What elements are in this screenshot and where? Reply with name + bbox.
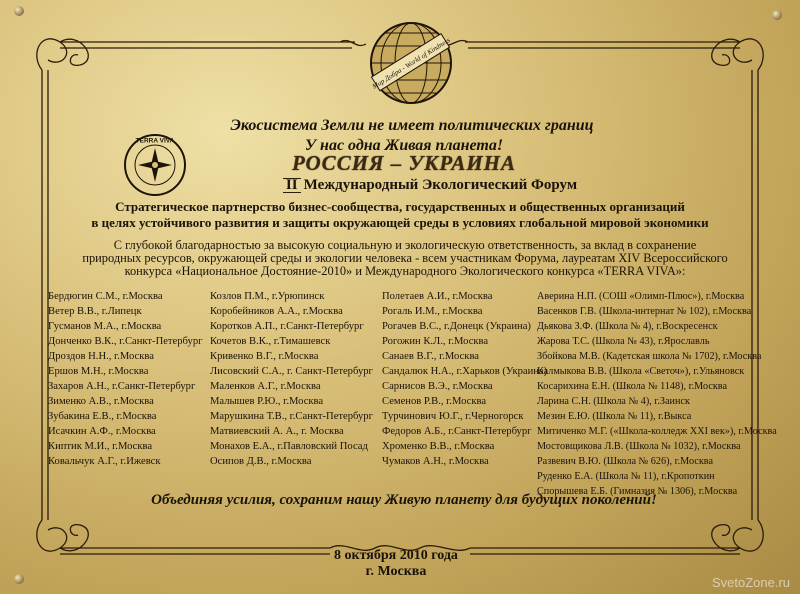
footer-motto: Объединяя усилия, сохраним нашу Живую планету для будущих поколений!	[151, 492, 657, 508]
gratitude-line: природных ресурсов, окружающей среды и экологии человека - всем участникам Форума, лауреатам XIV Всероссийского	[82, 251, 728, 265]
name-entry: Коротков А.П., г.Санкт-Петербург	[210, 321, 364, 332]
name-entry: Спорышева Е.Б. (Гимназия № 1306), г.Москва	[537, 486, 738, 497]
name-entry: Сарнисов В.Э., г.Москва	[382, 381, 493, 392]
name-entry: Полетаев А.И., г.Москва	[382, 291, 493, 302]
name-entry: Киптик М.И., г.Москва	[48, 441, 153, 452]
heading-russia-ukraine: РОССИЯ – УКРАИНА	[291, 151, 517, 175]
names-column-1	[48, 289, 202, 469]
name-entry: Рогожин К.Л., г.Москва	[382, 336, 489, 347]
date: 8 октября 2010 года	[334, 548, 458, 563]
name-entry: Маленков А.Г., г.Москва	[210, 381, 321, 392]
forum-title	[0, 177, 800, 194]
name-entry: Дьякова З.Ф. (Школа № 4), г.Воскресенск	[537, 321, 718, 332]
name-entry: Митиченко М.Г. («Школа-колледж XXI век»), г.Москва	[537, 426, 777, 437]
name-entry: Кривенко В.Г., г.Москва	[210, 351, 319, 362]
gratitude-text	[5, 239, 800, 278]
name-entry: Жарова Т.С. (Школа № 43), г.Ярославль	[537, 336, 710, 347]
watermark: SvetoZone.ru	[711, 575, 790, 590]
gratitude-line: конкурса «Национальное Достояние-2010» и Международного Экологического конкурса «TERRA VIVA»:	[124, 264, 686, 278]
name-entry: Рогаль И.М., г.Москва	[382, 306, 483, 317]
name-entry: Аверина Н.П. (СОШ «Олимп-Плюс»), г.Москва	[537, 291, 745, 302]
name-entry: Васенков Г.В. (Школа-интернат № 102), г.Москва	[537, 306, 752, 317]
name-entry: Ветер В.В., г.Липецк	[48, 306, 142, 317]
name-entry: Федоров А.Б., г.Санкт-Петербург	[382, 426, 532, 437]
globe-label: Мир Добра - World of Kindness	[370, 36, 452, 91]
name-entry: Санаев В.Г., г.Москва	[382, 351, 480, 362]
name-entry: Сандалюк Н.А., г.Харьков (Украина)	[382, 366, 548, 377]
name-entry: Зименко А.В., г.Москва	[48, 396, 154, 407]
partnership-line: Стратегическое партнерство бизнес-сообщества, государственных и общественных организаций	[115, 199, 685, 214]
name-entry: Коробейников А.А., г.Москва	[210, 306, 343, 317]
names-column-2	[210, 289, 373, 469]
name-entry: Ковальчук А.Г., г.Ижевск	[48, 456, 161, 467]
name-entry: Козлов П.М., г.Урюпинск	[210, 291, 325, 302]
name-entry: Ершов М.Н., г.Москва	[48, 366, 149, 377]
name-entry: Калмыкова В.В. (Школа «Светоч»), г.Ульяновск	[537, 366, 745, 377]
partnership-text	[0, 199, 800, 231]
name-entry: Мостовщикова Л.В. (Школа № 1032), г.Москва	[537, 441, 741, 452]
name-entry: Косарихина Е.Н. (Школа № 1148), г.Москва	[537, 381, 727, 392]
name-entry: Гусманов М.А., г.Москва	[48, 321, 162, 332]
name-entry: Рогачев В.С., г.Донецк (Украина)	[382, 321, 531, 332]
name-entry: Матвиевский А. А., г. Москва	[210, 426, 344, 437]
name-entry: Захаров А.Н., г.Санкт-Петербург	[48, 381, 196, 392]
partnership-line: в целях устойчивого развития и защиты окружающей среды в условиях глобальной мировой экономики	[91, 215, 709, 230]
name-entry: Дроздов Н.Н., г.Москва	[48, 351, 154, 362]
name-entry: Збойкова М.В. (Кадетская школа № 1702), г.Москва	[537, 351, 762, 362]
name-entry: Развевич В.Ю. (Школа № 626), г.Москва	[537, 456, 713, 467]
name-entry: Хроменко В.В., г.Москва	[382, 441, 495, 452]
heading-line-1: Экосистема Земли не имеет политических границ	[230, 117, 594, 134]
city: г. Москва	[365, 564, 427, 579]
name-entry: Семенов Р.В., г.Москва	[382, 396, 487, 407]
name-entry: Марушкина Т.В., г.Санкт-Петербург	[210, 411, 373, 422]
names-column-4	[537, 289, 777, 499]
forum-name: Международный Экологический Форум	[303, 177, 578, 193]
name-entry: Чумаков А.Н., г.Москва	[382, 456, 489, 467]
names-column-3	[382, 289, 547, 469]
name-entry: Мезин Е.Ю. (Школа № 11), г.Выкса	[537, 411, 692, 422]
name-entry: Руденко Е.А. (Школа № 11), г.Кропоткин	[537, 471, 715, 482]
globe-emblem	[366, 18, 456, 108]
name-entry: Монахов Е.А., г.Павловский Посад	[210, 441, 368, 452]
name-entry: Ларина С.Н. (Школа № 4), г.Заинск	[537, 396, 690, 407]
forum-number: II	[283, 178, 301, 193]
name-entry: Кочетов В.К., г.Тимашевск	[210, 336, 331, 347]
name-entry: Донченко В.К., г.Санкт-Петербург	[48, 336, 203, 347]
name-entry: Лисовский С.А., г. Санкт-Петербург	[210, 366, 373, 377]
name-entry: Малышев Р.Ю., г.Москва	[210, 396, 324, 407]
gratitude-line: С глубокой благодарностью за высокую социальную и экологическую ответственность, за вклад в сохранение	[113, 238, 697, 252]
name-entry: Исачкин А.Ф., г.Москва	[48, 426, 156, 437]
name-entry: Бердюгин С.М., г.Москва	[48, 291, 163, 302]
terra-viva-label: TERRA VIVA	[135, 137, 175, 145]
name-entry: Зубакина Е.В., г.Москва	[48, 411, 157, 422]
heading-line-2: У нас одна Живая планета!	[304, 137, 504, 154]
name-entry: Турчинович Ю.Г., г.Черногорск	[382, 411, 524, 422]
name-entry: Осипов Д.В., г.Москва	[210, 456, 312, 467]
